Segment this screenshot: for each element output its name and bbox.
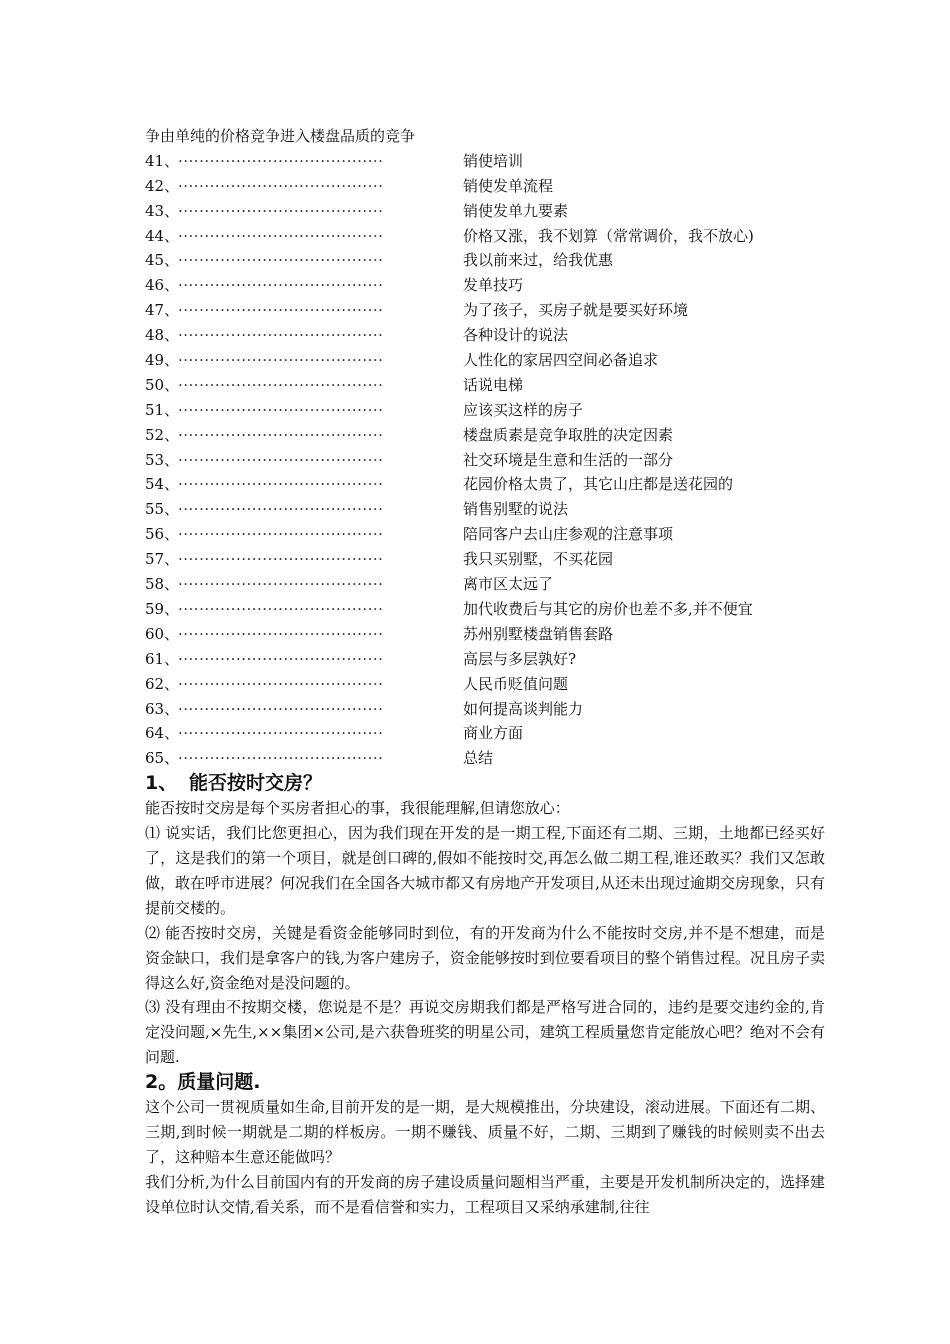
- toc-entry-number: 53、: [145, 450, 180, 469]
- toc-entry-number: 56、: [145, 525, 180, 544]
- toc-leader-dots: ·······································: [178, 525, 384, 544]
- toc-entry: [145, 149, 825, 174]
- toc-leader-dots: ·······································: [178, 699, 384, 718]
- toc-entry: [145, 622, 825, 647]
- section-1-title: 能否按时交房？: [189, 772, 323, 795]
- toc-entry-title: 人性化的家居四空间必备追求: [463, 351, 659, 370]
- toc-entry-title: 发单技巧: [463, 276, 524, 295]
- toc-entry-title: 商业方面: [463, 724, 524, 743]
- toc-leader-dots: ·······································: [178, 649, 384, 668]
- toc-entry-number: 43、: [145, 201, 180, 220]
- toc-entry: [145, 697, 825, 722]
- toc-entry-number: 42、: [145, 176, 180, 195]
- toc-leader-dots: ·······································: [178, 201, 384, 220]
- toc-entry: [145, 572, 825, 597]
- toc-entry-number: 51、: [145, 400, 180, 419]
- section-2-paragraph-2: 我们分析,为什么目前国内有的开发商的房子建设质量问题相当严重，主要是开发机制所决定的，选择建设单位时认交情,看关系，而不是看信誉和实力，工程项目又采纳承建制,往往: [145, 1172, 825, 1216]
- intro-line: 争由单纯的价格竞争进入楼盘品质的竞争: [145, 127, 416, 145]
- toc-leader-dots: ·······································: [178, 575, 384, 594]
- toc-entry-title: 苏州别墅楼盘销售套路: [463, 624, 614, 643]
- toc-leader-dots: ·······································: [178, 400, 384, 419]
- toc-entry-title: 我只买别墅，不买花园: [463, 550, 614, 569]
- toc-leader-dots: ·······································: [178, 624, 384, 643]
- toc-entry-title: 销售别墅的说法: [463, 500, 569, 519]
- toc-entry: [145, 472, 825, 497]
- toc-entry: [145, 323, 825, 348]
- toc-entry: [145, 423, 825, 448]
- toc-entry-title: 销使发单流程: [463, 176, 554, 195]
- toc-entry-number: 52、: [145, 425, 180, 444]
- toc-entry: [145, 597, 825, 622]
- toc-entry-number: 49、: [145, 351, 180, 370]
- toc-entry-title: 陪同客户去山庄参观的注意事项: [463, 525, 674, 544]
- toc-entry-title: 离市区太远了: [463, 575, 554, 594]
- toc-entry-number: 64、: [145, 724, 180, 743]
- section-2-heading: 2。质量问题.: [145, 1071, 261, 1094]
- toc-leader-dots: ·······································: [178, 326, 384, 345]
- toc-entry-title: 我以前来过，给我优惠: [463, 251, 614, 270]
- toc-entry-number: 58、: [145, 575, 180, 594]
- toc-entry-number: 44、: [145, 226, 180, 245]
- toc-entry-title: 销使发单九要素: [463, 201, 569, 220]
- toc-entry-number: 54、: [145, 475, 180, 494]
- toc-leader-dots: ·······································: [178, 724, 384, 743]
- toc-leader-dots: ·······································: [178, 674, 384, 693]
- section-1-point-3: ⑶ 没有理由不按期交楼，您说是不是？再说交房期我们都是严格写进合同的，违约是要交违约金的,肯定没问题,×先生,××集团×公司,是六获鲁班奖的明星公司，建筑工程质量您肯定能放心吧？绝对不会有问题.: [145, 998, 825, 1067]
- toc-entry: [145, 721, 825, 746]
- toc-leader-dots: ·······································: [178, 176, 384, 195]
- toc-entry-number: 50、: [145, 375, 180, 394]
- toc-entry-number: 47、: [145, 301, 180, 320]
- toc-leader-dots: ·······································: [178, 301, 384, 320]
- toc-entry-title: 为了孩子，买房子就是要买好环境: [463, 301, 689, 320]
- toc-leader-dots: ·······································: [178, 599, 384, 618]
- toc-leader-dots: ·······································: [178, 151, 384, 170]
- toc-entry: [145, 398, 825, 423]
- toc-entry: [145, 373, 825, 398]
- section-1-point-2: ⑵ 能否按时交房，关键是看资金能够同时到位，有的开发商为什么不能按时交房,并不是不想建，而是资金缺口，我们是拿客户的钱,为客户建房子，资金能够按时到位要看项目的整个销售过程。况且房子卖得这么好,资金绝对是没问题的。: [145, 923, 825, 992]
- toc-entry-title: 楼盘质素是竞争取胜的决定因素: [463, 425, 674, 444]
- toc-leader-dots: ·······································: [178, 251, 384, 270]
- section-1-number: 1、: [145, 772, 178, 795]
- toc-entry: [145, 746, 825, 771]
- toc-entry-title: 总结: [463, 749, 494, 768]
- section-1-intro: 能否按时交房是每个买房者担心的事，我很能理解,但请您放心：: [145, 799, 570, 818]
- toc-entry: [145, 522, 825, 547]
- section-2-paragraph-1: 这个公司一贯视质量如生命,目前开发的是一期，是大规模推出，分块建设，滚动进展。下面还有二期、三期,到时候一期就是二期的样板房。一期不赚钱、质量不好，二期、三期到了赚钱的时候则卖不出去了，这种赔本生意还能做吗？: [145, 1098, 825, 1166]
- toc-entry: [145, 224, 825, 249]
- toc-entry: [145, 248, 825, 273]
- toc-leader-dots: ·······································: [178, 450, 384, 469]
- toc-entry: [145, 497, 825, 522]
- toc-leader-dots: ·······································: [178, 550, 384, 569]
- toc-entry-title: 加代收费后与其它的房价也差不多,并不便宜: [463, 599, 753, 618]
- toc-leader-dots: ·······································: [178, 500, 384, 519]
- toc-entry-title: 如何提高谈判能力: [463, 699, 584, 718]
- toc-leader-dots: ·······································: [178, 276, 384, 295]
- toc-entry: [145, 448, 825, 473]
- toc-entry: [145, 647, 825, 672]
- toc-entry: [145, 174, 825, 199]
- toc-entry-title: 花园价格太贵了，其它山庄都是送花园的: [463, 475, 734, 494]
- toc-entry-title: 社交环境是生意和生活的一部分: [463, 450, 674, 469]
- toc-entry-number: 48、: [145, 326, 180, 345]
- toc-entry: [145, 298, 825, 323]
- toc-entry-number: 46、: [145, 276, 180, 295]
- toc-entry-number: 63、: [145, 699, 180, 718]
- toc-entry-number: 55、: [145, 500, 180, 519]
- toc-entry-number: 45、: [145, 251, 180, 270]
- toc-leader-dots: ·······································: [178, 425, 384, 444]
- section-1-point-1: ⑴ 说实话，我们比您更担心，因为我们现在开发的是一期工程,下面还有二期、三期，土地都已经买好了，这是我们的第一个项目，就是创口碑的,假如不能按时交,再怎么做二期工程,谁还敢买？我们又怎敢做，敢在呼市进展？何况我们在全国各大城市都又有房地产开发项目,从还未出现过逾期交房现象，只有提前交楼的。: [145, 824, 825, 917]
- toc-leader-dots: ·······································: [178, 375, 384, 394]
- toc-entry-title: 各种设计的说法: [463, 326, 569, 345]
- toc-entry-title: 话说电梯: [463, 375, 524, 394]
- toc-entry-title: 应该买这样的房子: [463, 400, 584, 419]
- toc-entry-number: 65、: [145, 749, 180, 768]
- table-of-contents: [145, 149, 825, 771]
- toc-entry-number: 62、: [145, 674, 180, 693]
- toc-entry: [145, 672, 825, 697]
- toc-entry-number: 60、: [145, 624, 180, 643]
- toc-entry-title: 高层与多层孰好?: [463, 649, 577, 668]
- toc-leader-dots: ·······································: [178, 226, 384, 245]
- toc-entry-title: 销使培训: [463, 151, 524, 170]
- toc-entry-number: 41、: [145, 151, 180, 170]
- document-page: [145, 124, 825, 1220]
- toc-entry: [145, 273, 825, 298]
- toc-entry-title: 价格又涨，我不划算（常常调价，我不放心): [463, 226, 754, 245]
- section-1-heading: [145, 771, 825, 796]
- toc-leader-dots: ·······································: [178, 351, 384, 370]
- toc-entry-number: 59、: [145, 599, 180, 618]
- toc-entry-title: 人民币贬值问题: [463, 674, 569, 693]
- toc-leader-dots: ·······································: [178, 749, 384, 768]
- toc-entry: [145, 348, 825, 373]
- toc-leader-dots: ·······································: [178, 475, 384, 494]
- toc-entry: [145, 547, 825, 572]
- toc-entry-number: 57、: [145, 550, 180, 569]
- toc-entry: [145, 199, 825, 224]
- toc-entry-number: 61、: [145, 649, 180, 668]
